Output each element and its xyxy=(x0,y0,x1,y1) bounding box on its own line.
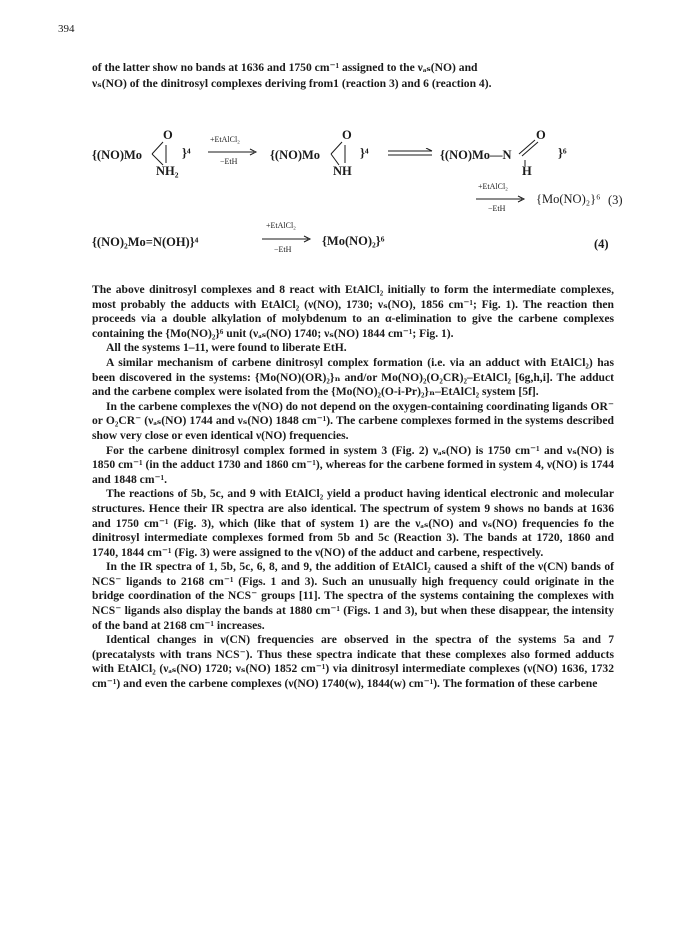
paragraph: The above dinitrosyl complexes and 8 react with EtAlCl₂ initially to form the intermediate complexes, most probably the adducts with EtAlCl₂ (ν(NO), 1730; νₛ(NO), 1856 cm⁻¹; Fig. 1). The reaction then proceeds via a double alkylation of molybdenum to an α-elimination to give the carbene complexes containing the {Mo(NO)₂}⁶ unit (νₐₛ(NO) 1740; νₛ(NO) 1844 cm⁻¹; Fig. 1). xyxy=(92,283,614,340)
arrow3-reagent: +EtAlCl₂ xyxy=(266,221,296,230)
r3-left-formula: {(NO)Mo xyxy=(92,148,143,162)
paragraph: For the carbene dinitrosyl complex formed in system 3 (Fig. 2) νₐₛ(NO) is 1750 cm⁻¹ and νₛ(NO) is 1850 cm⁻¹ (in the adduct 1730 and 1860 cm⁻¹), whereas for the carbene formed in system 4, ν(NO) is 1744 and 1848 cm⁻¹. xyxy=(92,443,614,486)
arrow1 xyxy=(208,148,258,156)
equation-label-3: (3) xyxy=(608,193,623,207)
arrow1-byproduct: −EtH xyxy=(220,157,238,166)
r3-left-charge: }⁴ xyxy=(182,146,191,160)
arrow3 xyxy=(262,235,312,243)
paragraph: In the carbene complexes the ν(NO) do not depend on the oxygen-containing coordinating ligands OR⁻ or O₂CR⁻ (νₐₛ(NO) 1744 and νₛ(NO) 1848 cm⁻¹). The carbene complexes formed in the systems described show very close or even identical ν(NO) frequencies. xyxy=(92,399,614,442)
r3-right-bonds xyxy=(515,134,545,168)
intro-line: νₛ(NO) of the dinitrosyl complexes deriving from1 (reaction 3) and 6 (reaction 4). xyxy=(92,76,492,90)
r4-left-formula: {(NO)₂Mo=N(OH)}⁴ xyxy=(92,235,199,249)
arrow1-reagent: +EtAlCl₂ xyxy=(210,135,240,144)
intro-line: of the latter show no bands at 1636 and 1750 cm⁻¹ assigned to the νₐₛ(NO) and xyxy=(92,61,478,74)
r3-mid-oxygen: O xyxy=(342,128,352,142)
r3-left-oxygen: O xyxy=(163,128,173,142)
arrow2-byproduct: −EtH xyxy=(488,204,506,213)
r3-left-bonds xyxy=(148,132,188,172)
body-text xyxy=(92,283,614,692)
arrow2-reagent: +EtAlCl₂ xyxy=(478,182,508,191)
arrow2 xyxy=(476,195,526,203)
r3-product: {Mo(NO)₂}⁶ xyxy=(536,192,601,206)
r3-right-formula: {(NO)Mo—N xyxy=(440,148,512,162)
arrow3-byproduct: −EtH xyxy=(274,245,292,254)
intro-text xyxy=(92,60,612,91)
r3-right-charge: }⁶ xyxy=(558,146,567,160)
paragraph: A similar mechanism of carbene dinitrosyl complex formation (i.e. via an adduct with EtAlCl₂) has been discovered in the systems: {Mo(NO)(OR)₂}ₙ and/or Mo(NO)₂(O₂CR)₂–EtAlCl₂ [6g,h,i]. The adduct and the carbene complex were isolated from the {Mo(NO)₂(O-i-Pr)₂}ₙ–EtAlCl₂ system [5f]. xyxy=(92,355,614,399)
r3-right-hydrogen: H xyxy=(522,164,532,178)
equilibrium-arrow xyxy=(388,148,434,158)
r3-right-oxygen: O xyxy=(536,128,546,142)
paragraph: Identical changes in ν(CN) frequencies are observed in the spectra of the systems 5a and 7 (precatalysts with trans NCS⁻). Thus these spectra indicate that these complexes also formed adducts with EtAlCl₂ (νₐₛ(NO) 1720; νₛ(NO) 1852 cm⁻¹) via dinitrosyl intermediate complexes (ν(NO) 1636, 1732 cm⁻¹) and even the carbene complexes (ν(NO) 1740(w), 1844(w) cm⁻¹). The formation of these carbene xyxy=(92,633,614,691)
r3-mid-formula: {(NO)Mo xyxy=(270,148,321,162)
paragraph: The reactions of 5b, 5c, and 9 with EtAlCl₂ yield a product having identical electronic and molecular structures. Hence their IR spectra are also identical. The spectrum of system 9 shows no bands at 1636 and 1750 cm⁻¹ (Fig. 3), which (like that of system 1) are the νₐₛ(NO) and νₛ(NO) frequencies fo the dinitrosyl intermediate complexes formed from 5b and 5c (Reaction 3). The bands at 1720, 1860 and 1740, 1844 cm⁻¹ (Fig. 3) were assigned to the ν(NO) of the adduct and carbene, respectively. xyxy=(92,487,614,559)
equation-label-4: (4) xyxy=(594,237,609,251)
r3-mid-charge: }⁴ xyxy=(360,146,369,160)
r3-left-amine: NH₂ xyxy=(156,164,179,178)
r4-product: {Mo(NO)₂}⁶ xyxy=(322,234,385,248)
paragraph: All the systems 1–11, were found to liberate EtH. xyxy=(106,341,347,355)
r3-mid-amine: NH xyxy=(333,164,352,178)
page-number: 394 xyxy=(58,23,75,35)
paragraph: In the IR spectra of 1, 5b, 5c, 6, 8, and 9, the addition of EtAlCl₂ caused a shift of the ν(CN) bands of NCS⁻ ligands to 2168 cm⁻¹ (Figs. 1 and 3). Such an unusually high frequency could originate in the bridge coordination of the NCS⁻ groups [11]. The spectra of the systems containing the complexes with NCS⁻ ligands also display the bands at 1880 cm⁻¹ (Figs. 1 and 3), but when these disappear, the intensity of the band at 2168 cm⁻¹ increases. xyxy=(92,560,614,632)
r3-mid-bonds xyxy=(327,132,367,172)
